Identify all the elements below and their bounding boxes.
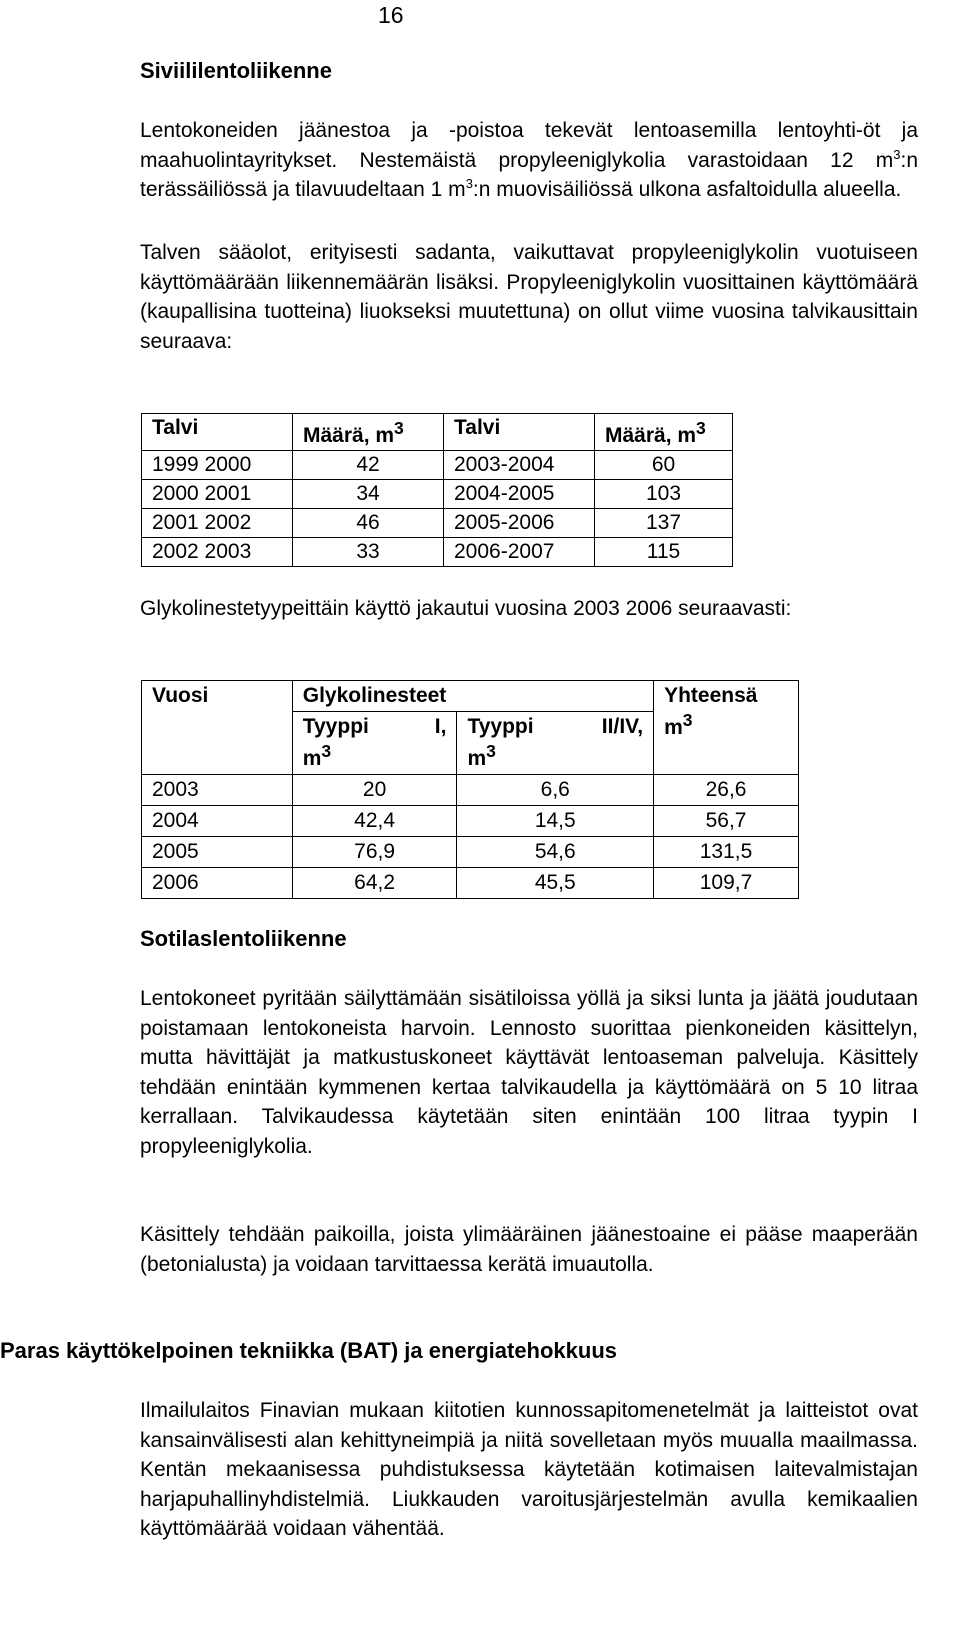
paragraph-glycol-types: Glykolinestetyypeittäin käyttö jakautui vuosina 2003 2006 seuraavasti: bbox=[140, 597, 792, 620]
paragraph-military-aircraft: Lentokoneet pyritään säilyttämään sisätiloissa yöllä ja siksi lunta ja jäätä joudutaan poistamaan lentokoneista harvoin. Lennosto suorittaa pienkoneiden käsittelyn, mutta hävittäjät ja matkustuskoneet käyttävät lentoaseman palveluja. Käsittely tehdään enintään kymmenen kertaa talvikaudella ja käyttömäärä on 5 10 litraa kerrallaan. Talvikaudessa käytetään siten enintään 100 litraa tyypin I propyleeniglykolia. bbox=[140, 987, 918, 1158]
section-heading-bat: Paras käyttökelpoinen tekniikka (BAT) ja energiatehokkuus bbox=[0, 1338, 618, 1363]
header-cell: Vuosi bbox=[142, 681, 293, 775]
glycol-type-usage-table bbox=[141, 680, 799, 899]
table-row bbox=[142, 538, 733, 567]
table-cell: 137 bbox=[595, 509, 733, 538]
header-cell: Glykolinesteet bbox=[292, 681, 653, 712]
table-row bbox=[142, 775, 799, 806]
table-cell: 34 bbox=[293, 480, 444, 509]
usage-by-winter-table bbox=[141, 413, 733, 567]
header-cell: Yhteensä $m^3$ bbox=[654, 681, 799, 775]
table-cell: 6,6 bbox=[457, 775, 654, 806]
table-cell: 56,7 bbox=[654, 806, 799, 837]
table-cell: 2006 bbox=[142, 868, 293, 899]
header-cell: Tyyppi I, $m^3$ bbox=[292, 712, 457, 775]
table-cell: 115 bbox=[595, 538, 733, 567]
table-cell: 60 bbox=[595, 451, 733, 480]
paragraph-finavia-methods: Ilmailulaitos Finavian mukaan kiitotien kunnossapitomenetelmät ja laitteistot ovat kansainvälisesti alan kehittyneimpiä ja niitä sovelletaan myös muualla maailmassa. Kentän mekaanisessa puhdistuksessa käytetään kotimaisen laitevalmistajan harjapuhallinyhdistelmiä. Liukkauden varoitusjärjestelmän avulla kemikaalien käyttömäärää voidaan vähentää. bbox=[140, 1399, 918, 1540]
paragraph-text: :n muovisäiliössä ulkona asfaltoidulla alueella. bbox=[472, 178, 902, 201]
table-cell: 42,4 bbox=[292, 806, 457, 837]
paragraph-treatment-sites: Käsittely tehdään paikoilla, joista ylimääräinen jäänestoaine ei pääse maaperään (betonialusta) ja voidaan tarvittaessa kerätä imuautolla. bbox=[140, 1223, 918, 1276]
paragraph-deicing-operators bbox=[140, 116, 918, 205]
table-cell: 42 bbox=[293, 451, 444, 480]
table-header-row bbox=[142, 414, 733, 451]
table-cell: 45,5 bbox=[457, 868, 654, 899]
table-cell: 109,7 bbox=[654, 868, 799, 899]
table-row bbox=[142, 868, 799, 899]
table-cell: 2005-2006 bbox=[444, 509, 595, 538]
table-cell: 33 bbox=[293, 538, 444, 567]
table-cell: 54,6 bbox=[457, 837, 654, 868]
table-row bbox=[142, 837, 799, 868]
table-cell: 14,5 bbox=[457, 806, 654, 837]
header-cell: Määrä, $m^3$ bbox=[595, 414, 733, 451]
table-cell: 131,5 bbox=[654, 837, 799, 868]
table-header-row bbox=[142, 681, 799, 712]
page-number: 16 bbox=[378, 2, 404, 28]
section-heading-military: Sotilaslentoliikenne bbox=[140, 926, 347, 951]
table-row bbox=[142, 509, 733, 538]
table-cell: 2006-2007 bbox=[444, 538, 595, 567]
header-cell: Talvi bbox=[444, 414, 595, 451]
header-cell: Tyyppi II/IV, $m^3$ bbox=[457, 712, 654, 775]
table-cell: 2002 2003 bbox=[142, 538, 293, 567]
table-cell: 64,2 bbox=[292, 868, 457, 899]
table-cell: 76,9 bbox=[292, 837, 457, 868]
header-cell: Talvi bbox=[142, 414, 293, 451]
table-cell: 2001 2002 bbox=[142, 509, 293, 538]
table-cell: 2003-2004 bbox=[444, 451, 595, 480]
table-row bbox=[142, 806, 799, 837]
paragraph-weather-usage: Talven sääolot, erityisesti sadanta, vaikuttavat propyleeniglykolin vuotuiseen käyttömäärään liikennemäärän lisäksi. Propyleeniglykolin vuosittainen käyttömäärä (kaupallisina tuotteina) liuokseksi muutettuna) on ollut viime vuosina talvikausittain seuraava: bbox=[140, 241, 918, 353]
table-cell: 20 bbox=[292, 775, 457, 806]
section-heading-civil: Siviililentoliikenne bbox=[140, 58, 332, 83]
table-row bbox=[142, 451, 733, 480]
table-cell: 26,6 bbox=[654, 775, 799, 806]
table-cell: 2005 bbox=[142, 837, 293, 868]
table-cell: 2004 bbox=[142, 806, 293, 837]
header-cell: Määrä, $m^3$ bbox=[293, 414, 444, 451]
paragraph-text: :n terässäiliössä ja tilavuudeltaan 1 m bbox=[140, 148, 918, 201]
table-cell: 2004-2005 bbox=[444, 480, 595, 509]
table-cell: 2000 2001 bbox=[142, 480, 293, 509]
superscript: 3 bbox=[465, 176, 473, 191]
superscript: 3 bbox=[893, 146, 901, 162]
table-cell: 103 bbox=[595, 480, 733, 509]
table-cell: 1999 2000 bbox=[142, 451, 293, 480]
paragraph-text: Lentokoneiden jäänestoa ja -poistoa tekevät lentoasemilla lentoyhti-öt ja maahuolintayritykset. Nestemäistä propyleeniglykolia varastoidaan 12 m bbox=[140, 119, 918, 172]
table-cell: 46 bbox=[293, 509, 444, 538]
table-row bbox=[142, 480, 733, 509]
table-cell: 2003 bbox=[142, 775, 293, 806]
